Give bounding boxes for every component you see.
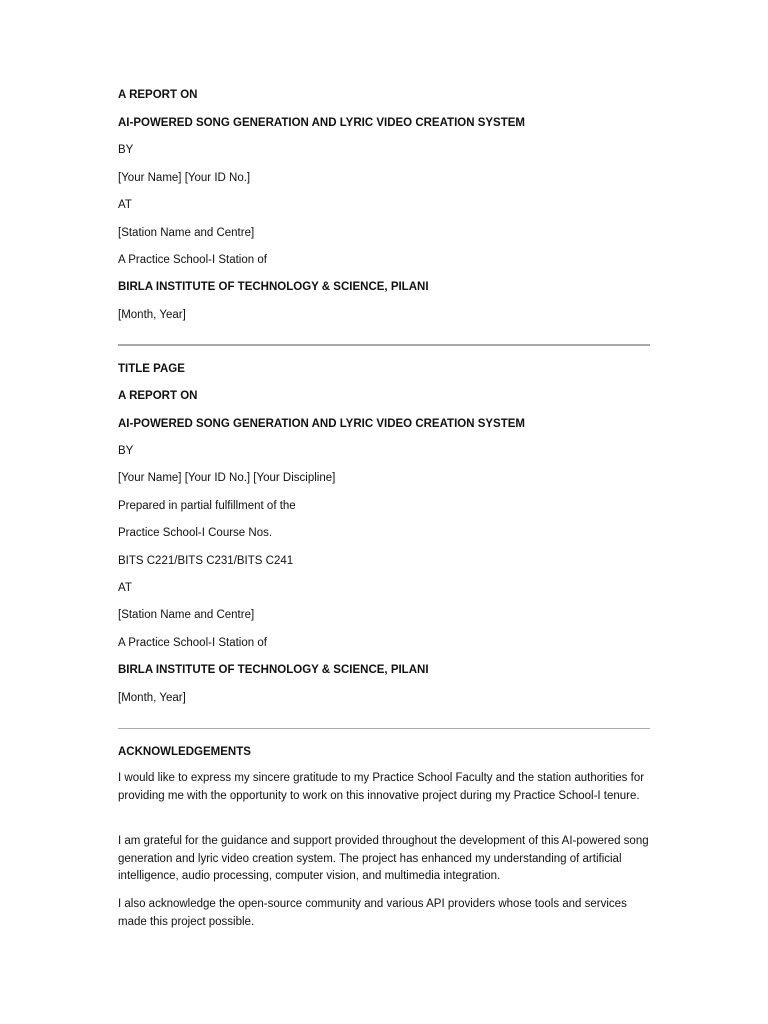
cover-station: [Station Name and Centre] — [118, 227, 255, 239]
acknowledgements-heading: ACKNOWLEDGEMENTS — [118, 746, 251, 758]
title-page-heading: A REPORT ON — [118, 390, 198, 402]
title-page-title: AI-POWERED SONG GENERATION AND LYRIC VIDEO CREATION SYSTEM — [118, 418, 526, 430]
acknowledgements-paragraph: I also acknowledge the open-source community and various API providers whose tools and services made this project possible. — [118, 898, 627, 928]
title-page-institute: BIRLA INSTITUTE OF TECHNOLOGY & SCIENCE, PILANI — [118, 664, 429, 676]
cover-title: AI-POWERED SONG GENERATION AND LYRIC VIDEO CREATION SYSTEM — [118, 117, 526, 129]
cover-date: [Month, Year] — [118, 309, 186, 321]
cover-station-of: A Practice School-I Station of — [118, 254, 267, 266]
acknowledgements-paragraph: I would like to express my sincere gratitude to my Practice School Faculty and the station authorities for providing me with the opportunity to work on this innovative project during my Practice School-I tenure. — [118, 772, 645, 802]
section-divider — [118, 728, 650, 729]
cover-author: [Your Name] [Your ID No.] — [118, 172, 251, 184]
title-page-prepared: Prepared in partial fulfillment of the — [118, 500, 296, 512]
title-page-author: [Your Name] [Your ID No.] [Your Discipline] — [118, 472, 336, 484]
title-page-station-of: A Practice School-I Station of — [118, 637, 267, 649]
section-divider — [118, 344, 650, 346]
title-page-by: BY — [118, 445, 134, 457]
cover-at: AT — [118, 199, 132, 211]
title-page-label: TITLE PAGE — [118, 363, 185, 375]
cover-heading: A REPORT ON — [118, 89, 198, 101]
title-page-station: [Station Name and Centre] — [118, 609, 255, 621]
title-page-at: AT — [118, 582, 132, 594]
cover-by: BY — [118, 144, 134, 156]
acknowledgements-paragraph: I am grateful for the guidance and support provided throughout the development of this AI-powered song generation and lyric video creation system. The project has enhanced my understanding of artificial intelligence, audio processing, computer vision, and multimedia integration. — [118, 835, 649, 882]
title-page-course-line: Practice School-I Course Nos. — [118, 527, 273, 539]
cover-institute: BIRLA INSTITUTE OF TECHNOLOGY & SCIENCE, PILANI — [118, 281, 429, 293]
title-page-date: [Month, Year] — [118, 692, 186, 704]
title-page-course-nos: BITS C221/BITS C231/BITS C241 — [118, 555, 294, 567]
